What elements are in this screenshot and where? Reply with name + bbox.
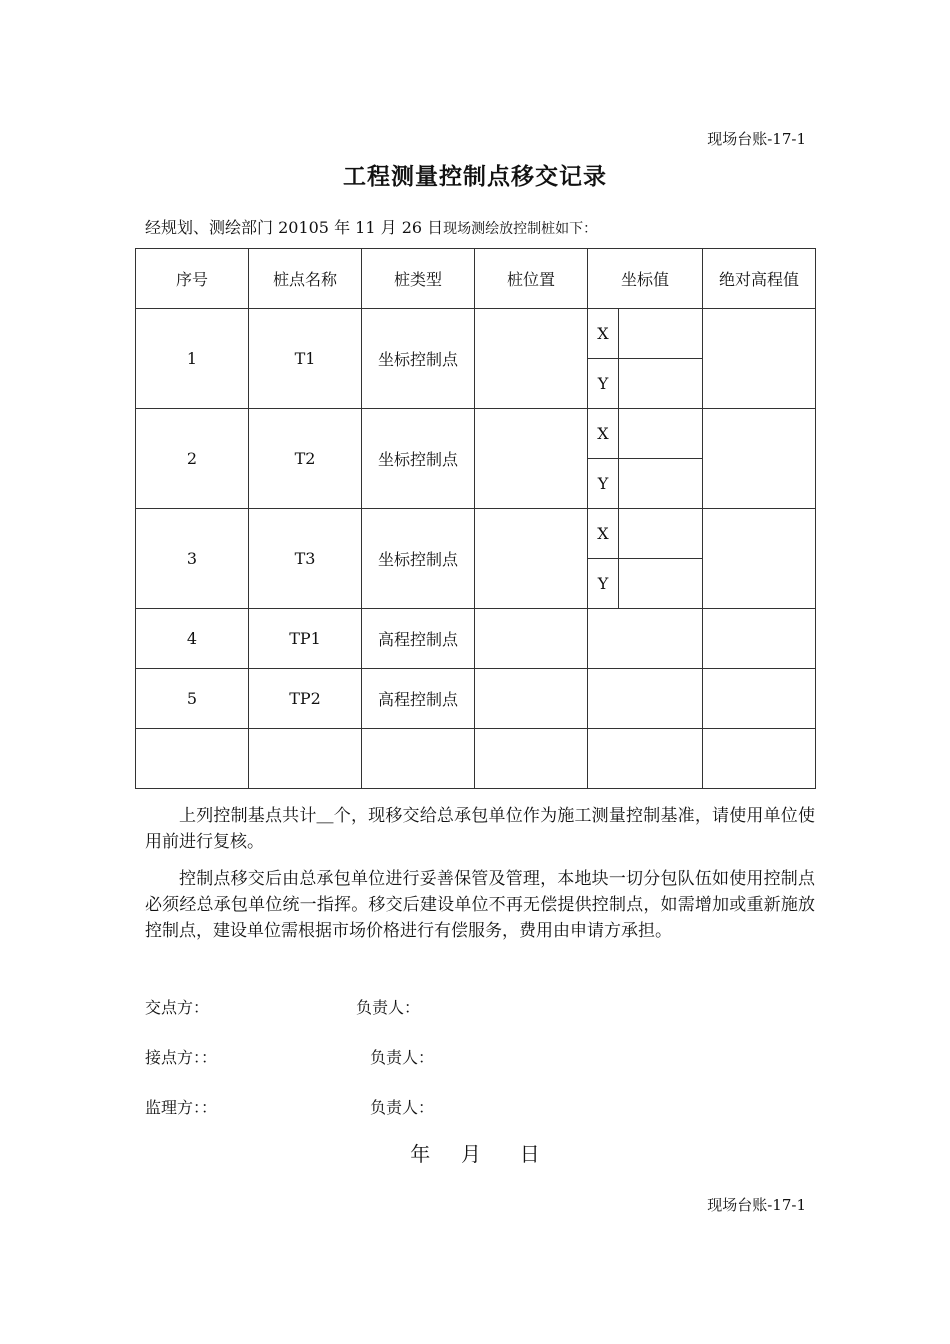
coord-value-cell[interactable] (588, 669, 703, 729)
empty-cell[interactable] (249, 729, 362, 789)
empty-cell[interactable] (703, 729, 816, 789)
intro-line (145, 215, 597, 238)
point-name: TP2 (249, 669, 362, 729)
receiver-responsible-label: 负责人： (370, 1048, 435, 1067)
elevation-cell[interactable] (703, 309, 816, 409)
control-point-table (135, 248, 816, 789)
point-type: 坐标控制点 (362, 309, 475, 409)
intro-text: 经规划、测绘部门 20105 年 11 月 26 日 (145, 218, 444, 237)
coord-y-value-cell[interactable] (619, 359, 703, 409)
header-cell: 桩类型 (362, 249, 475, 309)
document-reference-bottom: 现场台账-17-1 (707, 1196, 806, 1214)
coord-x-label: X (588, 509, 619, 559)
row-number: 3 (136, 509, 249, 609)
elevation-cell[interactable] (703, 409, 816, 509)
point-location-cell[interactable] (475, 609, 588, 669)
supervisor-responsible-label: 负责人： (370, 1098, 435, 1117)
coord-value-cell[interactable] (588, 609, 703, 669)
elevation-cell[interactable] (703, 669, 816, 729)
date-month: 月 (461, 1142, 481, 1166)
coord-y-value-cell[interactable] (619, 559, 703, 609)
intro-text-small: 现场测绘放控制桩如下： (443, 221, 598, 237)
handover-responsible-label: 负责人： (356, 998, 421, 1017)
coord-x-label: X (588, 309, 619, 359)
coord-y-label: Y (588, 559, 619, 609)
paragraph-handover-count: 上列控制基点共计＿个，现移交给总承包单位作为施工测量控制基准，请使用单位使用前进行复核。 (145, 806, 815, 852)
header-cell: 桩位置 (475, 249, 588, 309)
coord-y-label: Y (588, 459, 619, 509)
point-type: 高程控制点 (362, 609, 475, 669)
point-type: 高程控制点 (362, 669, 475, 729)
row-number: 2 (136, 409, 249, 509)
table-row (136, 669, 816, 729)
point-location-cell[interactable] (475, 509, 588, 609)
handover-party-label: 交点方： (145, 998, 210, 1017)
coord-y-label: Y (588, 359, 619, 409)
coord-x-value-cell[interactable] (619, 409, 703, 459)
header-cell: 桩点名称 (249, 249, 362, 309)
point-name: TP1 (249, 609, 362, 669)
table-header-row (136, 249, 816, 309)
coord-y-value-cell[interactable] (619, 459, 703, 509)
point-name: T1 (249, 309, 362, 409)
date-year: 年 (410, 1142, 431, 1166)
empty-cell[interactable] (588, 729, 703, 789)
point-location-cell[interactable] (475, 409, 588, 509)
point-location-cell[interactable] (475, 309, 588, 409)
header-cell: 绝对高程值 (703, 249, 816, 309)
point-name: T2 (249, 409, 362, 509)
receiver-party-label: 接点方：： (145, 1048, 218, 1067)
point-name: T3 (249, 509, 362, 609)
page-title: 工程测量控制点移交记录 (343, 163, 607, 190)
coord-x-value-cell[interactable] (619, 509, 703, 559)
table-row (136, 509, 816, 559)
row-number: 4 (136, 609, 249, 669)
empty-cell[interactable] (136, 729, 249, 789)
coord-x-label: X (588, 409, 619, 459)
table-row-empty (136, 729, 816, 789)
document-reference-top: 现场台账-17-1 (707, 130, 806, 148)
point-type: 坐标控制点 (362, 409, 475, 509)
empty-cell[interactable] (362, 729, 475, 789)
coord-x-value-cell[interactable] (619, 309, 703, 359)
point-type: 坐标控制点 (362, 509, 475, 609)
empty-cell[interactable] (475, 729, 588, 789)
table-row (136, 409, 816, 459)
table-row (136, 609, 816, 669)
elevation-cell[interactable] (703, 509, 816, 609)
header-cell: 序号 (136, 249, 249, 309)
elevation-cell[interactable] (703, 609, 816, 669)
supervisor-party-label: 监理方：： (145, 1098, 218, 1117)
date-day: 日 (519, 1142, 540, 1166)
table-row (136, 309, 816, 359)
header-cell: 坐标值 (588, 249, 703, 309)
point-location-cell[interactable] (475, 669, 588, 729)
row-number: 5 (136, 669, 249, 729)
date-line (0, 1138, 950, 1167)
paragraph-custody-terms: 控制点移交后由总承包单位进行妥善保管及管理，本地块一切分包队伍如使用控制点必须经总承包单位统一指挥。移交后建设单位不再无偿提供控制点，如需增加或重新施放控制点，建设单位需根据市场价格进行有偿服务，费用由申请方承担。 (145, 869, 815, 941)
row-number: 1 (136, 309, 249, 409)
